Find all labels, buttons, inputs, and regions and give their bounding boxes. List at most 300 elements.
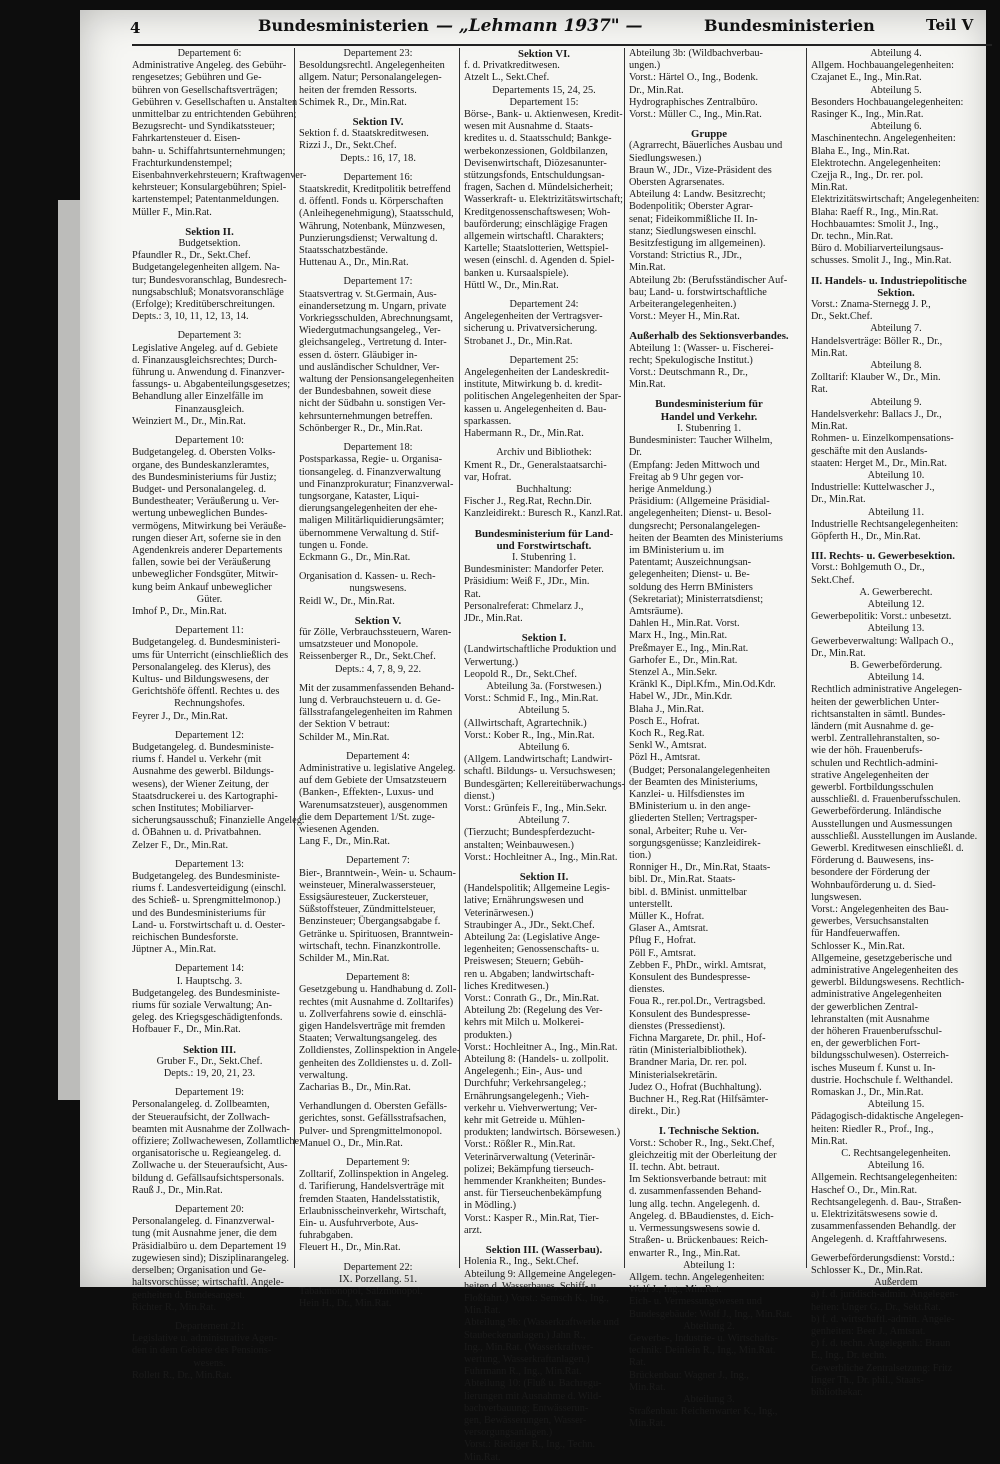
text-line: Depts.: 19, 20, 21, 23. xyxy=(163,1068,256,1080)
text-line: u. Elektrizitätswesens sowie d. xyxy=(811,1209,938,1221)
text-line: I. Hauptschg. 3. xyxy=(176,975,243,987)
text-line: Staatsdruckerei u. des Kartographi- xyxy=(132,790,278,802)
text-line: auf dem Gebiete der Umsatzsteuern xyxy=(299,775,447,787)
text-line: Ministerialsekretärin. xyxy=(629,1069,718,1081)
text-line: ausschließl. Ausstellungen im Auslande. xyxy=(811,830,978,842)
text-line: der Sektion V betraut: xyxy=(299,719,390,731)
text-line: Hein H., Dr., Min.Rat. xyxy=(299,1298,392,1310)
text-line xyxy=(132,956,287,963)
text-line: Departement 15: xyxy=(509,96,579,108)
text-line: lative; Ernährungswesen und xyxy=(464,895,584,907)
text-line: Min.Rat. xyxy=(811,182,848,194)
text-line: Essigsäuresteuer, Zuckersteuer, xyxy=(299,892,429,903)
text-line: Blaha: Raeff R., Ing., Min.Rat. xyxy=(811,206,939,218)
text-line: fuhrabgaben. xyxy=(299,1230,354,1242)
text-line: unmittelbar zu entrichtenden Gebühren; xyxy=(132,109,297,121)
text-line: kredites u. d. Staatsschuld; Bankge- xyxy=(464,133,612,145)
text-line: fallen, sowie bei der Veräußerung xyxy=(132,557,271,569)
text-line: linger Th., Dr. phil., Staats- xyxy=(811,1374,924,1386)
text-line: f. d. Privatkreditwesen. xyxy=(464,60,560,72)
text-line: Benzinsteuer; Übergangsabgabe f. xyxy=(299,916,441,928)
text-line: Fuhrmann R., Ing., Min.Rat. xyxy=(464,1366,582,1378)
text-line: und Finanzprokuratur; Finanzverwal- xyxy=(299,478,454,490)
text-line: Lang F., Dr., Min.Rat. xyxy=(299,836,390,848)
text-line xyxy=(132,1197,287,1204)
text-line: Min.Rat. xyxy=(629,1418,666,1430)
text-line: werbekonzessionen, Goldbilanzen, xyxy=(464,145,608,157)
text-column-1 xyxy=(132,48,307,1381)
text-line: rungen dieser Art, soferne sie in den xyxy=(132,532,281,544)
text-line: für Handfeuerwaffen. xyxy=(811,928,901,940)
text-line: Blaha E., Ing., Min.Rat. xyxy=(811,145,910,157)
text-line: bauförderung; einschlägige Fragen xyxy=(464,218,608,230)
text-line: rätin (Ministerialbibliothek). xyxy=(629,1045,747,1057)
text-line: Pulver- und Sprengmittelmonopol. xyxy=(299,1125,443,1137)
text-column-5 xyxy=(806,48,981,1398)
text-line: Abteilung 7. xyxy=(518,815,570,827)
section-heading: Sektion II. xyxy=(519,871,569,883)
text-line: Verwertung.) xyxy=(464,656,519,668)
text-line: tion.) xyxy=(629,850,652,861)
text-line: Brandner Maria, Dr. rer. pol. xyxy=(629,1057,747,1069)
text-line: unterstellt. xyxy=(629,898,673,910)
text-line: Vorst.: Znama-Sternegg J. P., xyxy=(811,299,931,311)
text-line: Rizzi J., Dr., Sekt.Chef. xyxy=(299,140,397,152)
text-line: Sekt.Chef. xyxy=(811,574,855,586)
text-line: Besonders Hochbauangelegenheiten: xyxy=(811,96,964,108)
text-line: Hochbauamtes: Smolit J., Ing., xyxy=(811,218,939,230)
text-line: weinsteuer, Mineralwassersteuer, xyxy=(299,879,436,891)
text-line: Departement 14: xyxy=(175,963,244,975)
text-line: Reidl W., Dr., Min.Rat. xyxy=(299,595,395,607)
text-line: bibliothekar. xyxy=(811,1386,863,1398)
text-line xyxy=(299,269,457,276)
text-line: Schimek R., Dr., Min.Rat. xyxy=(299,96,407,108)
text-line: Zolltarif: Klauber W., Dr., Min. xyxy=(811,372,941,384)
text-line: Czajanet E., Ing., Min.Rat. xyxy=(811,72,922,84)
text-line: angelegenheiten; Dienst- u. Besol- xyxy=(629,508,772,520)
text-line: Präsidium: (Allgemeine Präsidial- xyxy=(629,496,770,508)
text-column-2 xyxy=(294,48,461,1310)
text-line: Depts.: 16, 17, 18. xyxy=(340,152,416,164)
text-line: maligen Militärliquidierungsämter; xyxy=(299,515,444,527)
text-line: Budgetangeleg. d. Obersten Volks- xyxy=(132,447,276,459)
text-line: Elektrotechn. Angelegenheiten: xyxy=(811,157,941,169)
text-line: ungen.) xyxy=(629,60,661,72)
text-line: tur; Bundesvoranschlag, Bundesrech- xyxy=(132,274,287,286)
text-line: gigen Handelsverträge mit fremden xyxy=(299,1021,446,1033)
text-line: Straßen- u. Brückenbaues: Reich- xyxy=(629,1235,768,1247)
text-line xyxy=(811,543,981,550)
text-line: Besoldungsrechtl. Angelegenheiten xyxy=(299,60,445,72)
text-line xyxy=(299,965,457,972)
text-line: Schilder M., Min.Rat. xyxy=(299,731,390,743)
text-line: wesens. xyxy=(193,1357,226,1369)
text-line: Min.Rat. xyxy=(811,347,848,359)
text-line: Ausnahme des gewerbl. Bildungs- xyxy=(132,766,274,778)
text-line: im BMinisterium u. im xyxy=(629,544,724,556)
text-line: Foua R., rer.pol.Dr., Vertragsbed. xyxy=(629,996,766,1008)
text-line: Güter. xyxy=(196,593,223,605)
text-line: administrative Angelegenheiten xyxy=(811,989,942,1001)
text-line: Schilder M., Min.Rat. xyxy=(299,953,390,965)
text-line: isches Museum f. Kunst u. In- xyxy=(811,1062,936,1074)
text-line: stanz; Siedlungswesen einschl. xyxy=(629,225,757,237)
text-line: sparkassen. xyxy=(464,415,512,427)
text-line: Zolldienstes, Zollinspektion in Angele- xyxy=(299,1045,461,1057)
text-line xyxy=(629,323,789,330)
text-line: Besitzfestigung im allgemeinen). xyxy=(629,238,766,250)
text-line: schen Institutes; Mobiliarver- xyxy=(132,802,254,814)
text-line: Konsulent des Bundespresse- xyxy=(629,972,751,984)
text-line: Imhof P., Dr., Min.Rat. xyxy=(132,605,227,617)
text-line: Administrative Angeleg. des Gebühr- xyxy=(132,60,287,72)
text-line: gerichtes, sonst. Gefällsstrafsachen, xyxy=(299,1113,447,1125)
text-line: Angeleg. d. BBaudienstes, d. Eich- xyxy=(629,1210,774,1222)
text-line: Abteilung 6. xyxy=(518,741,570,753)
text-line: dienstes. xyxy=(629,984,665,996)
text-line: kehrs mit Milch u. Molkerei- xyxy=(464,1017,584,1029)
text-line: Börse-, Bank- u. Aktienwesen, Kredit- xyxy=(464,109,623,121)
text-line: Angelegenh. d. Kraftfahrwesens. xyxy=(811,1233,947,1245)
text-line: bahn- u. Schiffahrtsunternehmungen; xyxy=(132,145,286,157)
text-line: Kanzlei- u. Hilfsdienstes im xyxy=(629,788,745,800)
text-line: besondere der Förderung der xyxy=(811,867,930,879)
text-line: Pädagogisch-didaktische Angelegen- xyxy=(811,1111,964,1123)
text-line: Budgetangelegenheiten allgem. Na- xyxy=(132,262,280,274)
text-line xyxy=(299,848,457,855)
text-line: sonal, Arbeiter; Ruhe u. Ver- xyxy=(629,825,747,837)
text-line: Budgetangeleg. d. Bundesministeri- xyxy=(132,637,281,649)
text-line: Angelegenheiten der Vertragsver- xyxy=(464,311,603,323)
text-line: Abteilung 2b: (Berufsständischer Auf- xyxy=(629,274,788,286)
text-line: dierungsangelegenheiten der ehe- xyxy=(299,503,438,515)
text-line: Währung, Notenbank, Münzwesen, xyxy=(299,220,446,232)
text-line: Posch E., Hofrat. xyxy=(629,715,700,727)
text-line: des Schieß- u. Sprengmittelmonop.) xyxy=(132,895,281,907)
text-line: Min.Rat. xyxy=(464,1305,501,1317)
text-line xyxy=(132,852,287,859)
text-line: Dr., Min.Rat. xyxy=(811,494,866,506)
text-line: Allgem. techn. Angelegenheiten: xyxy=(629,1271,765,1283)
text-line: bildungsschulwesen). Osterreich- xyxy=(811,1050,949,1062)
text-line: Fahrkartensteuer d. Eisen- xyxy=(132,133,241,145)
text-line: (Allwirtschaft, Agrartechnik.) xyxy=(464,717,587,729)
text-line: Patentamt; Auszeichnungsan- xyxy=(629,557,752,569)
text-line: unbeweglicher Fondsgüter, Mitwir- xyxy=(132,569,279,581)
text-line: fremden Staaten, Handelsstatistik, xyxy=(299,1193,440,1205)
text-line: Außerdem xyxy=(874,1277,918,1289)
text-line: Präsidialbüro u. dem Departement 19 xyxy=(132,1240,287,1252)
text-line: Departement 6: xyxy=(177,48,242,59)
text-line xyxy=(464,864,624,871)
text-line: Rollett R., Dr., Min.Rat. xyxy=(132,1369,232,1381)
text-line: I. Stubenring 1. xyxy=(676,422,742,434)
text-line: organisatorische u. Regieangeleg. d. xyxy=(132,1148,282,1160)
text-line: liches Kreditwesen.) xyxy=(464,980,549,992)
text-line: Handelsverkehr: Ballacs J., Dr., xyxy=(811,408,942,420)
text-line: Erlaubnisscheinverkehr, Wirtschaft, xyxy=(299,1205,447,1217)
text-line: Richter R., Min.Rat. xyxy=(132,1301,217,1313)
text-line: Ausstellungen und Ausmessungen xyxy=(811,818,953,830)
text-line: Pflug F., Hofrat. xyxy=(629,935,696,947)
text-line: Hüttl W., Dr., Min.Rat. xyxy=(464,279,559,291)
text-line: Warenumsatzsteuer), ausgenommen xyxy=(299,799,448,811)
text-line: (Tierzucht; Bundespferdezucht- xyxy=(464,827,595,839)
section-heading: Sektion I. xyxy=(521,632,567,645)
text-line: Departement 11: xyxy=(175,625,244,637)
text-line: Abteilung 4. xyxy=(870,48,922,59)
text-line: Angelegenh.; Ein-, Aus- und xyxy=(464,1066,583,1078)
text-column-4 xyxy=(624,48,793,1430)
text-line: bühren von Gesellschaftsverträgen; xyxy=(132,84,278,96)
text-line: Budgetangeleg. des Bundesministe- xyxy=(132,871,280,882)
text-line: arzt. xyxy=(464,1224,483,1236)
text-line: Budgetangeleg. d. Bundesministe- xyxy=(132,741,274,753)
text-line: Abteilung 12. xyxy=(867,598,925,610)
text-line: Vorst.: Rößler R., Min.Rat. xyxy=(464,1139,576,1151)
text-line: genheiten des Zolldienstes u. d. Zoll- xyxy=(299,1057,452,1069)
text-line: Vorst.: Riediger R., Ing., Techn. xyxy=(464,1439,596,1451)
text-line: BMinisterium u. in den ange- xyxy=(629,801,751,813)
text-line: (Landwirtschaftliche Produktion und xyxy=(464,644,617,656)
text-line: Departements 15, 24, 25. xyxy=(492,84,596,96)
text-line: Gewerbeförderungsdienst: Vorstd.: xyxy=(811,1252,955,1264)
text-line: Industrielle: Kuttelwascher J., xyxy=(811,482,935,494)
section-heading: Außerhalb des Sektionsverbandes. xyxy=(629,330,789,343)
text-line: Rechnungshofes. xyxy=(174,698,245,710)
text-line: Abteilung 2b: (Regelung des Ver- xyxy=(464,1005,603,1017)
text-line: der gewerblichen Zentral- xyxy=(811,1001,918,1013)
text-line: Schlosser K., Dr., Min.Rat. xyxy=(811,1264,923,1276)
text-line: Abteilung 1: xyxy=(683,1259,735,1271)
text-line: Organisation d. Kassen- u. Rech- xyxy=(299,571,436,583)
text-line: nungsabschluß; Monatsvoranschläge xyxy=(132,286,284,298)
text-line: Departement 25: xyxy=(509,354,579,366)
text-line: Personalangeleg. d. Finanzverwal- xyxy=(132,1216,275,1228)
text-line: wertung, Wasserkraftanlagen.) xyxy=(464,1353,590,1365)
text-line: wesen mit Ausnahme d. Staats- xyxy=(464,121,593,133)
text-line: Abteilung 11. xyxy=(867,506,925,518)
text-line: Manuel O., Dr., Min.Rat. xyxy=(299,1137,403,1149)
text-line: Allgem. Hochbauangelegenheiten: xyxy=(811,60,954,72)
text-line: Marx H., Ing., Min.Rat. xyxy=(629,630,728,642)
text-line: lung allg. techn. Angelegenh. d. xyxy=(629,1198,760,1210)
text-line: Staatskredit, Kreditpolitik betreffend xyxy=(299,184,451,196)
text-line: und ausländischer Schuldner, Ver- xyxy=(299,361,440,373)
text-line: allgemein wirtschaftl. Charakters; xyxy=(464,231,604,243)
text-line: d. ÖBahnen u. d. Privatbahnen. xyxy=(132,827,262,839)
text-line: Vorst.: Bohlgemuth O., Dr., xyxy=(811,562,925,574)
text-line: Veterinärverwaltung (Veterinär- xyxy=(464,1151,596,1163)
text-line xyxy=(464,1237,624,1244)
text-line: Gerichtshöfe öffentl. Rechtes u. des xyxy=(132,686,280,698)
text-line xyxy=(629,121,789,128)
text-line: Rat. xyxy=(811,384,828,396)
text-line: Habermann R., Dr., Min.Rat. xyxy=(464,428,584,440)
text-line: der höheren Frauenberufsschul- xyxy=(811,1026,942,1038)
text-line xyxy=(299,1094,457,1101)
text-line: d. Finanzausgleichsrechtes; Durch- xyxy=(132,354,277,366)
text-line: Braun W., JDr., Vize-Präsident des xyxy=(629,164,772,176)
text-line: Rat. xyxy=(464,588,481,600)
text-line: ren u. Abgaben; landwirtschaft- xyxy=(464,968,595,980)
text-line: Vorstand: Strictius R., JDr., xyxy=(629,250,742,262)
text-line: Gewerbepolitik: Vorst.: unbesetzt. xyxy=(811,611,952,623)
text-line: banken u. Kursaalspiele). xyxy=(464,267,569,279)
text-line: Kreditgenossenschaftswesen; Woh- xyxy=(464,206,611,218)
text-line: Vorst.: Grünfeis F., Ing., Min.Sekr. xyxy=(464,802,607,814)
text-line: Vorst.: Meyer H., Min.Rat. xyxy=(629,311,740,323)
text-line: Staatsschatzbestände. xyxy=(299,245,388,257)
text-line: Amtsräume). xyxy=(629,605,684,617)
text-line: Min.Rat. xyxy=(811,1135,848,1147)
text-line: produkten; landwirtsch. Börsewesen.) xyxy=(464,1127,621,1139)
text-line: die dem Departement 1/St. zuge- xyxy=(299,811,435,823)
text-line: Dr., Sekt.Chef. xyxy=(811,311,873,323)
text-line: c) f. d. techn. Angelegenh.: Braun xyxy=(811,1338,951,1350)
text-line: Departement 9: xyxy=(346,1157,410,1169)
text-line: Angelegenheiten der Landeskredit- xyxy=(464,367,610,379)
text-line: richtsanstalten in sämtl. Bundes- xyxy=(811,708,946,720)
text-line: Abteilung 10. xyxy=(867,469,925,481)
text-line: Zebben F., PhDr., wirkl. Amtsrat, xyxy=(629,959,767,971)
text-line: Bodenpolitik; Oberster Agrar- xyxy=(629,201,753,213)
text-line: (Erfolge); Kreditüberschreitungen. xyxy=(132,299,275,311)
text-line: Feyrer J., Dr., Min.Rat. xyxy=(132,710,228,722)
text-line: wie der höh. Frauenberufs- xyxy=(811,745,923,757)
text-line: Bundesminister: Mandorfer Peter. xyxy=(464,564,604,576)
text-line xyxy=(132,219,287,226)
page-header xyxy=(132,14,992,46)
text-line: enwarter R., Ing., Min.Rat. xyxy=(629,1247,741,1259)
text-line: d. öffentl. Fonds u. Körperschaften xyxy=(299,196,444,208)
text-line: Koch R., Reg.Rat. xyxy=(629,727,705,739)
text-line: Veterinärwesen.) xyxy=(464,907,534,919)
text-line: lierungen mit Ausnahme d. Wild- xyxy=(464,1390,602,1402)
text-line: tungen u. Fonde. xyxy=(299,539,369,551)
text-line: senat; Fideikommißliche II. In- xyxy=(629,213,758,225)
text-line: Büro d. Mobiliarverteilungsaus- xyxy=(811,243,944,255)
text-line: Konsulent des Bundespresse- xyxy=(629,1008,751,1020)
text-line: (Banken-, Effekten-, Luxus- und xyxy=(299,787,434,799)
text-line: C. Rechtsangelegenheiten. xyxy=(841,1148,951,1160)
text-line: Allgemein. Rechtsangelegenheiten: xyxy=(811,1172,958,1184)
text-line xyxy=(132,428,287,435)
text-line: wiesenen Agenden. xyxy=(299,823,380,835)
text-line: ums für Unterricht (einschließlich des xyxy=(132,649,289,661)
text-line: Abteilung 8: (Handels- u. zollpolit. xyxy=(464,1054,609,1066)
text-line: Rechtsangelegenh. d. Bau-, Straßen- xyxy=(811,1196,962,1208)
text-line: bau; Land- u. forstwirtschaftliche xyxy=(629,286,767,298)
text-line: soldung des Herrn BMinisters xyxy=(629,581,753,593)
text-line: Wolf J., Ing., Min.Rat. xyxy=(629,1284,722,1296)
text-line: Departement 21: xyxy=(175,1320,244,1332)
text-line: Departement 16: xyxy=(343,171,413,183)
text-line: Abteilung 1: (Wasser- u. Fischerei- xyxy=(629,342,774,354)
text-line: Departement 20: xyxy=(175,1204,244,1216)
text-line: Buchhaltung: xyxy=(516,483,572,495)
text-line: zugewiesen sind); Disziplinarangeleg. xyxy=(132,1252,289,1264)
text-line: Wasserkraft- u. Elektrizitätswirtschaft; xyxy=(464,194,623,206)
text-line: Strobanet J., Dr., Min.Rat. xyxy=(464,335,573,347)
text-line xyxy=(132,1314,287,1321)
text-line: Departement 12: xyxy=(175,729,244,741)
text-line: anst. für Tierseuchenbekämpfung xyxy=(464,1188,602,1200)
text-line: Gewerbeverwaltung: Wallpach O., xyxy=(811,635,954,647)
text-line: fragen, Sachen d. Mündelsicherheit; xyxy=(464,182,613,194)
text-line: rengesetzes; Gebühren und Ge- xyxy=(132,72,262,84)
text-line: tungsorgane, Kataster, Liqui- xyxy=(299,490,420,502)
text-line: Preßmayer E., Ing., Min.Rat. xyxy=(629,642,749,654)
text-line: Departement 17: xyxy=(343,276,413,288)
text-line: Budgetsektion. xyxy=(178,238,241,250)
text-line: Punzierungsdienst; Verwaltung d. xyxy=(299,232,438,244)
text-line: Min.Rat. xyxy=(464,1451,501,1463)
text-line: Abteilung 3b: (Wildbachverbau- xyxy=(629,48,763,59)
text-line: Tabakmonopol, Salzmonopol. xyxy=(299,1286,423,1298)
text-line: Leopold R., Dr., Sekt.Chef. xyxy=(464,668,577,680)
text-line: Abteilung 9b: (Wasserkraftwerke und xyxy=(464,1317,620,1329)
text-line: der Beamten des Ministeriums, xyxy=(629,776,758,788)
text-line: Rohmen- u. Einzelkompensations- xyxy=(811,433,954,445)
text-line: Departement 13: xyxy=(175,858,244,870)
text-line: wesen (einschl. d. Agenden d. Spiel- xyxy=(464,255,615,267)
text-line: kehr mit Getreide u. Mühlen- xyxy=(464,1115,585,1127)
text-line: kassen u. Angelegenheiten d. Bau- xyxy=(464,403,607,415)
text-line: Schlosser K., Min.Rat. xyxy=(811,940,905,952)
text-line: Administrative u. legislative Angeleg. xyxy=(299,762,456,774)
text-line xyxy=(464,521,624,528)
text-line: Abteilung 9. xyxy=(870,396,922,408)
text-line: dienstes (Pressedienst). xyxy=(629,1020,726,1032)
text-line: Legislative u. administrative Agen- xyxy=(132,1333,278,1345)
text-line: Wohnbauförderung u. d. Sied- xyxy=(811,879,936,891)
text-line: Frachturkundenstempel; xyxy=(132,157,233,169)
text-line: reichischen Bundesforste. xyxy=(132,932,239,944)
text-line: b) f. d. wirtschaftl.-admin. Angele- xyxy=(811,1313,955,1325)
text-line: beamten mit Ausnahme der Zollwach- xyxy=(132,1123,290,1135)
text-line xyxy=(299,676,457,683)
text-line: Gruber F., Dr., Sekt.Chef. xyxy=(156,1055,263,1067)
text-line: versorgungsanlagen.) xyxy=(464,1427,553,1439)
text-line: gleichsangeleg., Vertretung d. Inter- xyxy=(299,337,447,349)
text-line: Vorst.: Angelegenheiten des Bau- xyxy=(811,904,949,916)
text-line: Land- u. Forstwirtschaft u. d. Oester- xyxy=(132,919,286,931)
text-line xyxy=(299,435,457,442)
section-heading: III. Rechts- u. Gewerbesektion. xyxy=(811,550,955,563)
text-line: Hydrographisches Zentralbüro. xyxy=(629,96,758,108)
section-heading: Bundesministerium für Land- xyxy=(474,527,614,540)
text-line: einandersetzung m. Ungarn, private xyxy=(299,300,447,312)
text-line: (Empfang: Jeden Mittwoch und xyxy=(629,459,760,471)
text-line: heiten: Unger G., Dr., Sekt.Rat. xyxy=(811,1301,941,1313)
text-line: Czejja R., Ing., Dr. rer. pol. xyxy=(811,170,924,182)
text-line: u. Zollverfahrens sowie d. einschlä- xyxy=(299,1008,447,1020)
text-line: Floßfahrt.) Vorst.: Semsch K., Ing., xyxy=(464,1292,609,1304)
section-heading: Sektion III. (Wasserbau). xyxy=(485,1244,603,1257)
text-line: gewerbl. Bildungswesens. Rechtlich- xyxy=(811,977,965,989)
text-line: Eisenbahnverkehrsteuern; Kraftwagenver- xyxy=(132,170,307,182)
text-line: waltung der Pensionsangelegenheiten xyxy=(299,374,454,386)
text-line: Judez O., Hofrat (Buchhaltung). xyxy=(629,1081,762,1093)
text-line: Im Sektionsverbande betraut: mit xyxy=(629,1174,767,1186)
text-line: u. Vermessungswesens sowie d. xyxy=(629,1223,761,1235)
text-line: Bier-, Branntwein-, Wein- u. Schaum- xyxy=(299,867,456,879)
text-line: der Steueraufsicht, der Zollwach- xyxy=(132,1111,270,1123)
text-line: Ernährungsangelegenh.; Vieh- xyxy=(464,1090,590,1102)
text-line: Verhandlungen d. Obersten Gefälls- xyxy=(299,1101,448,1113)
